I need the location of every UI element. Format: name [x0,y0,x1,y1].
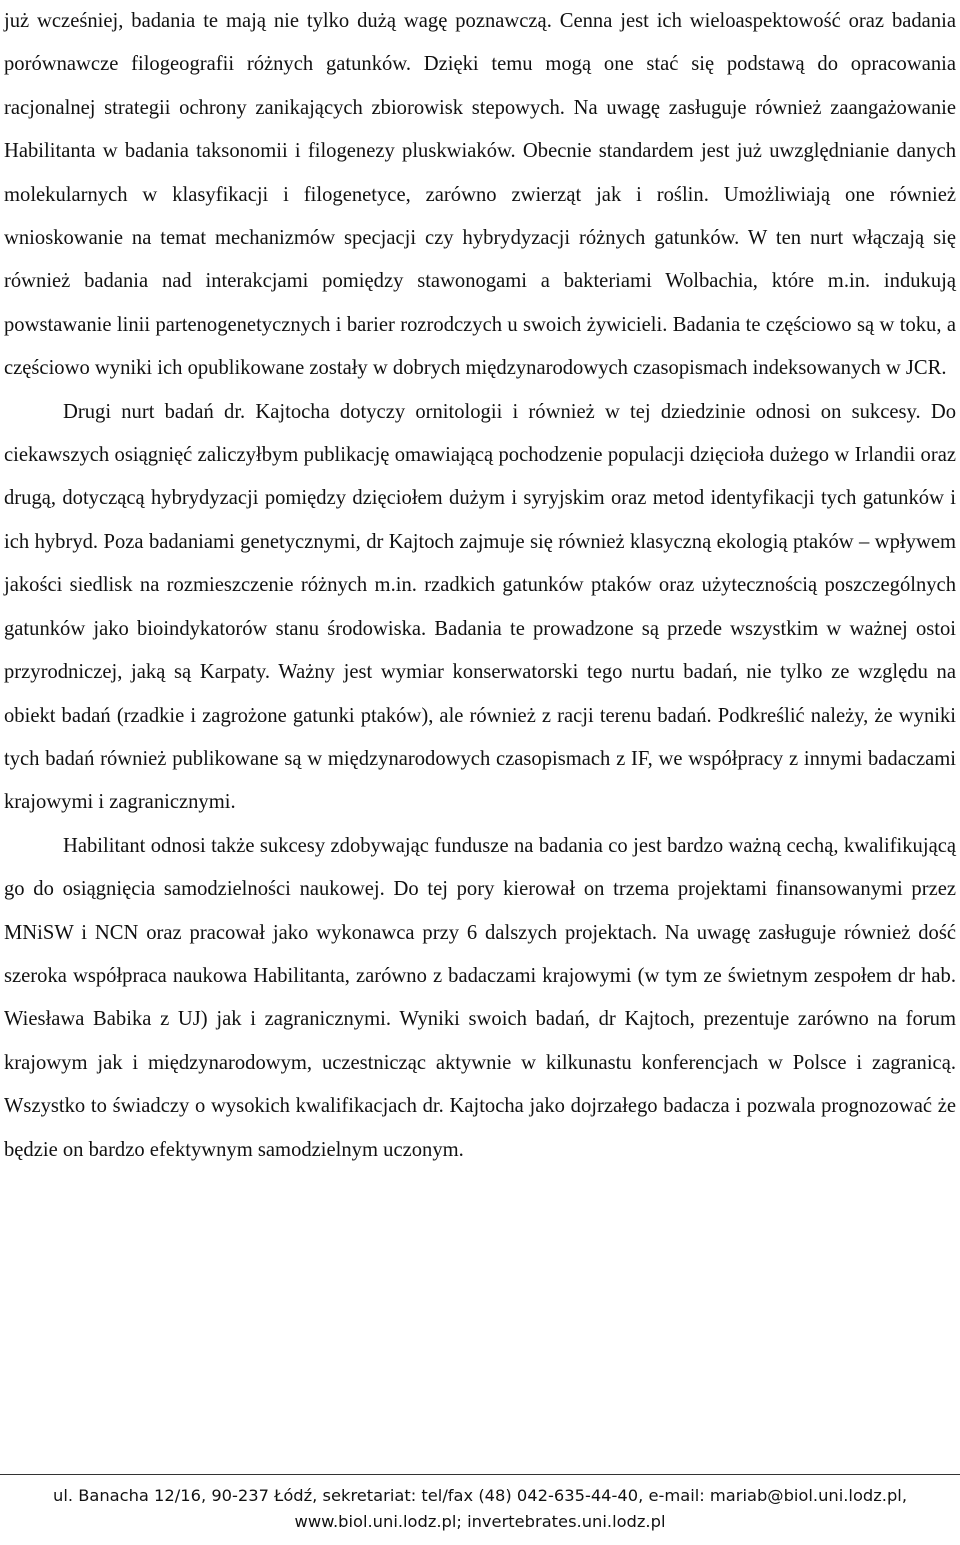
footer-websites: www.biol.uni.lodz.pl; invertebrates.uni.lodz.pl [294,1512,666,1531]
footer-address: ul. Banacha 12/16, 90-237 Łódź, sekretariat: tel/fax (48) 042-635-44-40, e-mail: mariab@biol.uni.lodz.pl, [53,1486,907,1505]
body-text [4,0,956,1172]
paragraph-2: Drugi nurt badań dr. Kajtocha dotyczy ornitologii i również w tej dziedzinie odnosi on sukcesy. Do ciekawszych osiągnięć zaliczyłbym publikację omawiającą pochodzenie populacji dzięcioła dużego w Irlandii oraz drugą, dotyczącą hybrydyzacji pomiędzy dzięciołem dużym i syryjskim oraz metod identyfikacji tych gatunków i ich hybryd. Poza badaniami genetycznymi, dr Kajtoch zajmuje się również klasyczną ekologią ptaków – wpływem jakości siedlisk na rozmieszczenie różnych m.in. rzadkich gatunków ptaków oraz użytecznością poszczególnych gatunków jako bioindykatorów stanu środowiska. Badania te prowadzone są przede wszystkim w ważnej ostoi przyrodniczej, jaką są Karpaty. Ważny jest wymiar konserwatorski tego nurtu badań, nie tylko ze względu na obiekt badań (rzadkie i zagrożone gatunki ptaków), ale również z racji terenu badań. Podkreślić należy, że wyniki tych badań również publikowane są w międzynarodowych czasopismach z IF, we współpracy z innymi badaczami krajowymi i zagranicznymi. [4,400,956,814]
footer-divider [0,1474,960,1475]
footer [0,1483,960,1535]
paragraph-3: Habilitant odnosi także sukcesy zdobywając fundusze na badania co jest bardzo ważną cechą, kwalifikującą go do osiągnięcia samodzielności naukowej. Do tej pory kierował on trzema projektami finansowanymi przez MNiSW i NCN oraz pracował jako wykonawca przy 6 dalszych projektach. Na uwagę zasługuje również dość szeroka współpraca naukowa Habilitanta, zarówno z badaczami krajowymi (w tym ze świetnym zespołem dr hab. Wiesława Babika z UJ) jak i zagranicznymi. Wyniki swoich badań, dr Kajtoch, prezentuje zarówno na forum krajowym jak i międzynarodowym, uczestnicząc aktywnie w kilkunastu konferencjach w Polsce i zagranicą. Wszystko to świadczy o wysokich kwalifikacjach dr. Kajtocha jako dojrzałego badacza i pozwala prognozować że będzie on bardzo efektywnym samodzielnym uczonym. [4,834,956,1161]
paragraph-1: już wcześniej, badania te mają nie tylko dużą wagę poznawczą. Cenna jest ich wieloaspektowość oraz badania porównawcze filogeografii różnych gatunków. Dzięki temu mogą one stać się podstawą do opracowania racjonalnej strategii ochrony zanikających zbiorowisk stepowych. Na uwagę zasługuje również zaangażowanie Habilitanta w badania taksonomii i filogenezy pluskwiaków. Obecnie standardem jest już uwzględnianie danych molekularnych w klasyfikacji i filogenetyce, zarówno zwierząt jak i roślin. Umożliwiają one również wnioskowanie na temat mechanizmów specjacji czy hybrydyzacji różnych gatunków. W ten nurt włączają się również badania nad interakcjami pomiędzy stawonogami a bakteriami Wolbachia, które m.in. indukują powstawanie linii partenogenetycznych i barier rozrodczych u swoich żywicieli. Badania te częściowo są w toku, a częściowo wyniki ich opublikowane zostały w dobrych międzynarodowych czasopismach indeksowanych w JCR. [4,10,956,380]
